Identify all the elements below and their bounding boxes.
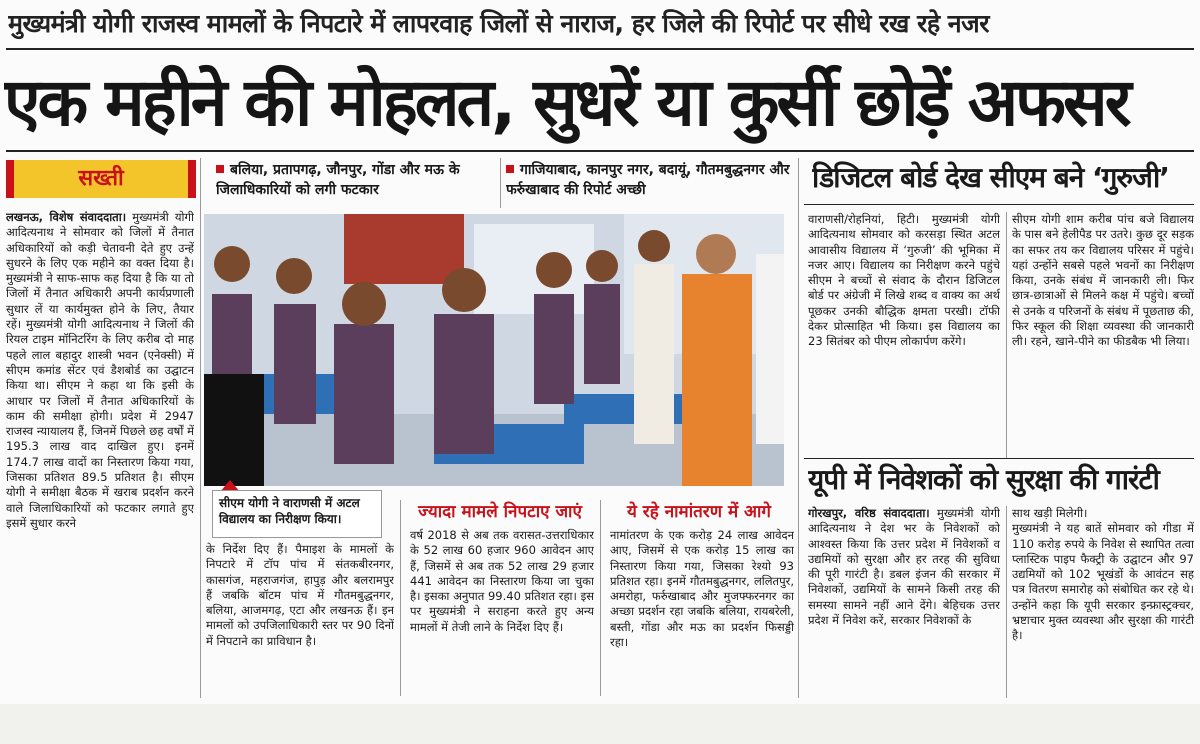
story3-column-1: गोरखपुर, वरिष्ठ संवाददाता। मुख्यमंत्री योगी आदित्यनाथ ने देश भर के निवेशकों को आश्वस्त किया कि उत्तर प्रदेश में निवेशकों व उद्यमियों को सुरक्षा और हर तरह की सुविधा की पूरी गारंटी है। डबल इंजन की सरकार में निवेशकों, उद्यमियों के सामने किसी तरह की समस्या सामने नहीं आने देंगे। बेहिचक उत्तर प्रदेश में निवेश करें, सरकार निवेशकों के xyxy=(808,506,1000,628)
box1-text: वर्ष 2018 से अब तक वरासत-उत्तराधिकार के 52 लाख 60 हजार 960 आवेदन आए हैं, जिसमें से अब तक 52 लाख 29 हजार 441 आवेदन का निस्तारण किया जा चुका है। इसका अनुपात 99.40 प्रतिशत रहा। इस पर मुख्यमंत्री ने सराहना करते हुए अन्य मामलों में तेजी लाने के निर्देश दिए हैं। xyxy=(410,528,594,634)
dateline: गोरखपुर, वरिष्ठ संवाददाता। xyxy=(808,506,930,520)
column-divider xyxy=(200,158,201,698)
kicker-headline: मुख्यमंत्री योगी राजस्व मामलों के निपटारे में लापरवाह जिलों से नाराज, हर जिले की रिपोर्ट पर सीधे रख रहे नजर xyxy=(8,9,989,38)
box1-title: ज्यादा मामले निपटाए जाएं xyxy=(418,502,582,522)
story2-title: डिजिटल बोर्ड देख सीएम बने ‘गुरुजी’ xyxy=(812,161,1169,194)
bullet-square-icon xyxy=(216,165,224,173)
story2-column-2: सीएम योगी शाम करीब पांच बजे विद्यालय के पास बने हेलीपैड पर उतरे। कुछ दूर सड़क का सफर तय कर विद्यालय परिसर में पहुंचे। यहां उन्होंने सबसे पहले भवनों का निरीक्षण किया, उनके संबंध में जानकारी ली। फिर छात्र-छात्राओं से मिलने कक्ष में पहुंचे। बच्चों से उनके व परिजनों के संबंध में पूछताछ की, फिर स्कूल की शिक्षा व्यवस्था की जानकारी ली। रहने, खाने-पीने का फीडबैक भी लिया। xyxy=(1012,212,1194,349)
section-tag: सख्ती xyxy=(6,160,196,198)
bullet-square-icon xyxy=(506,165,514,173)
dateline: लखनऊ, विशेष संवाददाता। xyxy=(6,210,127,224)
story3-title: यूपी में निवेशकों को सुरक्षा की गारंटी xyxy=(808,463,1159,496)
summary-bullet-1: बलिया, प्रतापगढ़, जौनपुर, गोंडा और मऊ के जिलाधिकारियों को लगी फटकार xyxy=(216,162,460,198)
photo-caption: सीएम योगी ने वाराणसी में अटल विद्यालय का निरीक्षण किया। xyxy=(212,490,382,538)
main-headline: एक महीने की मोहलत, सुधरें या कुर्सी छोड़ें अफसर xyxy=(4,64,1129,141)
summary-bullet-2: गाजियाबाद, कानपुर नगर, बदायूं, गौतमबुद्धनगर और फर्रुखाबाद की रिपोर्ट अच्छी xyxy=(506,162,790,198)
main-story-column-2: के निर्देश दिए हैं। पैमाइश के मामलों के निपटारे में टॉप पांच में संतकबीरनगर, कासगंज, महराजगंज, हापुड़ और बलरामपुर हैं जबकि बॉटम पांच में गौतमबुद्धनगर, बलिया, आजमगढ़, एटा और लखनऊ हैं। इन मामलों को उपजिलाधिकारी स्तर पर 90 दिनों में निपटाने का प्राविधान है। xyxy=(206,542,394,648)
story3-column-2: साथ खड़ी मिलेगी। मुख्यमंत्री ने यह बातें सोमवार को गीडा में 110 करोड़ रुपये के निवेश से स्थापित तत्वा प्लास्टिक पाइप फैक्ट्री के उद्घाटन और 97 उद्यमियों को 102 भूखंडों के आवंटन सह पत्र वितरण समारोह को संबोधित कर रहे थे। उन्होंने कहा कि यूपी सरकार इन्फ्रास्ट्रक्चर, भ्रष्टाचार मुक्त व्यवस्था और सुरक्षा की गारंटी है। xyxy=(1012,506,1194,643)
divider xyxy=(804,204,1194,205)
divider xyxy=(6,48,1194,50)
bottom-margin xyxy=(0,704,1200,744)
column-divider xyxy=(1006,506,1007,698)
box2-title: ये रहे नामांतरण में आगे xyxy=(627,502,771,522)
column-divider xyxy=(1006,212,1007,458)
story2-column-1: वाराणसी/रोहनियां, हिटी। मुख्यमंत्री योगी आदित्यनाथ सोमवार को करसड़ा स्थित अटल आवासीय विद्यालय में ‘गुरुजी’ की भूमिका में नजर आए। विद्यालय का निरीक्षण करने पहुंचे सीएम ने बच्चों से संवाद के दौरान डिजिटल बोर्ड पर अंग्रेजी में लिखे शब्द व वाक्य का अर्थ पूछकर उनकी बौद्धिक क्षमता परखी। टॉफी देकर प्रोत्साहित भी किया। इस विद्यालय का 23 सितंबर को पीएम लोकार्पण करेंगे। xyxy=(808,212,1000,349)
classroom-photo xyxy=(204,214,784,486)
main-story-column-1: लखनऊ, विशेष संवाददाता। मुख्यमंत्री योगी आदित्यनाथ ने सोमवार को जिलों में तैनात अधिकारियों को कड़ी चेतावनी देते हुए उन्हें सुधरने के लिए एक महीने का वक्त दिया है। मुख्यमंत्री ने साफ-साफ कह दिया है कि या तो जिलों में तैनात अधिकारी अपनी कार्यप्रणाली सुधार लें या कार्यमुक्त होने के लिए, तैयार रहें। मुख्यमंत्री योगी आदित्यनाथ ने जिलों की रियल टाइम मॉनिटरिंग के लिए करीब दो माह पहले लाल बहादुर शास्त्री भवन (एनेक्सी) में सीएम कमांड सेंटर एवं डैशबोर्ड का उद्घाटन किया था। सीएम ने कहा था कि इसी के आधार पर जिलों में तैनात अधिकारियों के काम की समीक्षा होगी। प्रदेश में 2947 राजस्व न्यायालय हैं, जिनमें पिछले छह वर्षों में 195.3 लाख वाद दाखिल हुए। इनमें 174.7 लाख वादों का निस्तारण किया गया, जिसका प्रतिशत 89.5 प्रतिशत है। सीएम योगी ने समीक्षा बैठक में खराब प्रदर्शन करने वाले जिलाधिकारियों को फटकार लगाते हुए इसमें सुधार करने xyxy=(6,210,194,530)
box2-text: नामांतरण के एक करोड़ 24 लाख आवेदन आए, जिसमें से एक करोड़ 15 लाख का निस्तारण किया गया, जिसका रेश्यो 93 प्रतिशत रहा। इनमें गौतमबुद्धनगर, ललितपुर, अमरोहा, फर्रुखाबाद और मुजफ्फरनगर का अच्छा प्रदर्शन रहा जबकि बलिया, रायबरेली, बस्ती, गोंडा और मऊ का प्रदर्शन फिसड्डी रहा। xyxy=(610,528,794,650)
column-divider xyxy=(500,158,501,208)
column-divider xyxy=(400,500,401,696)
column-divider xyxy=(798,158,799,698)
column-divider xyxy=(600,500,601,696)
